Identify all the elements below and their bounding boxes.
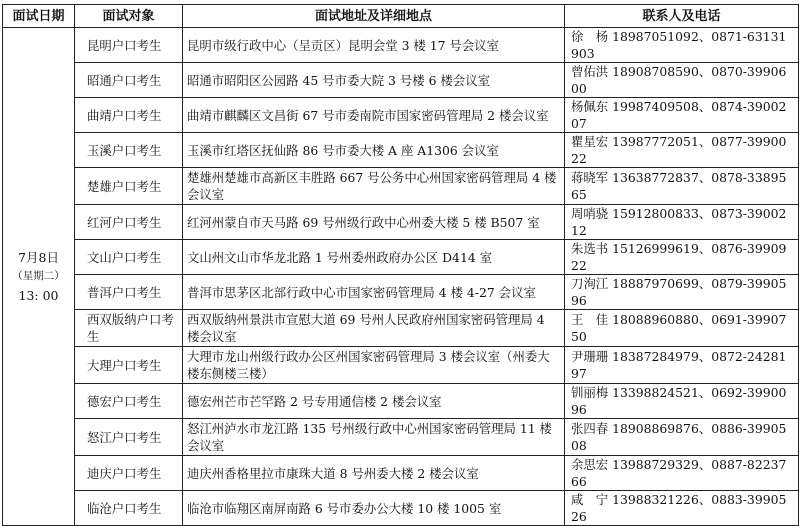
- address-cell: 西双版纳州景洪市宣慰大道 69 号州人民政府州国家密码管理局 4 楼会议室: [183, 310, 565, 347]
- target-cell: 玉溪户口考生: [75, 133, 183, 168]
- target-cell: 昆明户口考生: [75, 28, 183, 63]
- interview-time: 13: 00: [18, 288, 59, 303]
- contact-cell: 朱选书 15126999619、0876-3990922: [565, 240, 799, 275]
- contact-cell: 余思宏 13988729329、0887-8223766: [565, 456, 799, 491]
- table-row: [3, 240, 799, 275]
- address-cell: 怒江州泸水市龙江路 135 号州级行政中心州国家密码管理局 11 楼会议室: [183, 419, 565, 456]
- target-cell: 昭通户口考生: [75, 63, 183, 98]
- address-cell: 楚雄州楚雄市高新区丰胜路 667 号公务中心州国家密码管理局 4 楼会议室: [183, 168, 565, 205]
- target-cell: 红河户口考生: [75, 205, 183, 240]
- contact-cell: 瞿星宏 13987772051、0877-3990022: [565, 133, 799, 168]
- interview-weekday: （星期二）: [12, 270, 65, 282]
- target-cell: 大理户口考生: [75, 347, 183, 384]
- target-cell: 楚雄户口考生: [75, 168, 183, 205]
- table-row: [3, 133, 799, 168]
- contact-cell: 咸 宁 13988321226、0883-3990526: [565, 491, 799, 526]
- contact-cell: 杨佩东 19987409508、0874-3900207: [565, 98, 799, 133]
- address-cell: 昆明市级行政中心（呈贡区）昆明会堂 3 楼 17 号会议室: [183, 28, 565, 63]
- interview-date: 7月8日: [18, 250, 59, 265]
- target-cell: 曲靖户口考生: [75, 98, 183, 133]
- table-row: [3, 28, 799, 63]
- target-cell: 临沧户口考生: [75, 491, 183, 526]
- contact-cell: 王 佳 18088960880、0691-3990750: [565, 310, 799, 347]
- header-target: 面试对象: [75, 5, 183, 28]
- table-row: [3, 419, 799, 456]
- contact-cell: 钏丽梅 13398824521、0692-3990096: [565, 384, 799, 419]
- table-row: [3, 384, 799, 419]
- table-row: [3, 168, 799, 205]
- target-cell: 文山户口考生: [75, 240, 183, 275]
- address-cell: 迪庆州香格里拉市康珠大道 8 号州委大楼 2 楼会议室: [183, 456, 565, 491]
- address-cell: 临沧市临翔区南屏南路 6 号市委办公大楼 10 楼 1005 室: [183, 491, 565, 526]
- contact-cell: 曾佑洪 18908708590、0870-3990600: [565, 63, 799, 98]
- address-cell: 红河州蒙自市天马路 69 号州级行政中心州委大楼 5 楼 B507 室: [183, 205, 565, 240]
- table-row: [3, 347, 799, 384]
- address-cell: 普洱市思茅区北部行政中心市国家密码管理局 4 楼 4-27 会议室: [183, 275, 565, 310]
- contact-cell: 刀洵江 18887970699、0879-3990596: [565, 275, 799, 310]
- interview-schedule: [2, 4, 798, 526]
- header-row: [3, 5, 799, 28]
- table-row: [3, 205, 799, 240]
- contact-cell: 蒋晓军 13638772837、0878-3389565: [565, 168, 799, 205]
- table-row: [3, 98, 799, 133]
- target-cell: 普洱户口考生: [75, 275, 183, 310]
- address-cell: 昭通市昭阳区公园路 45 号市委大院 3 号楼 6 楼会议室: [183, 63, 565, 98]
- interview-table: [2, 4, 799, 526]
- address-cell: 大理市龙山州级行政办公区州国家密码管理局 3 楼会议室（州委大楼东侧楼三楼）: [183, 347, 565, 384]
- address-cell: 曲靖市麒麟区文昌街 67 号市委南院市国家密码管理局 2 楼会议室: [183, 98, 565, 133]
- table-row: [3, 456, 799, 491]
- header-date: 面试日期: [3, 5, 75, 28]
- target-cell: 德宏户口考生: [75, 384, 183, 419]
- target-cell: 西双版纳户口考生: [75, 310, 183, 347]
- table-row: [3, 310, 799, 347]
- interview-date-cell: [3, 28, 75, 526]
- contact-cell: 张四春 18908869876、0886-3990508: [565, 419, 799, 456]
- target-cell: 怒江户口考生: [75, 419, 183, 456]
- header-address: 面试地址及详细地点: [183, 5, 565, 28]
- table-row: [3, 63, 799, 98]
- contact-cell: 周哨骁 15912800833、0873-3900212: [565, 205, 799, 240]
- target-cell: 迪庆户口考生: [75, 456, 183, 491]
- table-row: [3, 275, 799, 310]
- header-contact: 联系人及电话: [565, 5, 799, 28]
- address-cell: 德宏州芒市芒罕路 2 号专用通信楼 2 楼会议室: [183, 384, 565, 419]
- table-row: [3, 491, 799, 526]
- contact-cell: 徐 杨 18987051092、0871-63131903: [565, 28, 799, 63]
- address-cell: 玉溪市红塔区抚仙路 86 号市委大楼 A 座 A1306 会议室: [183, 133, 565, 168]
- contact-cell: 尹珊珊 18387284979、0872-2428197: [565, 347, 799, 384]
- address-cell: 文山州文山市华龙北路 1 号州委州政府办公区 D414 室: [183, 240, 565, 275]
